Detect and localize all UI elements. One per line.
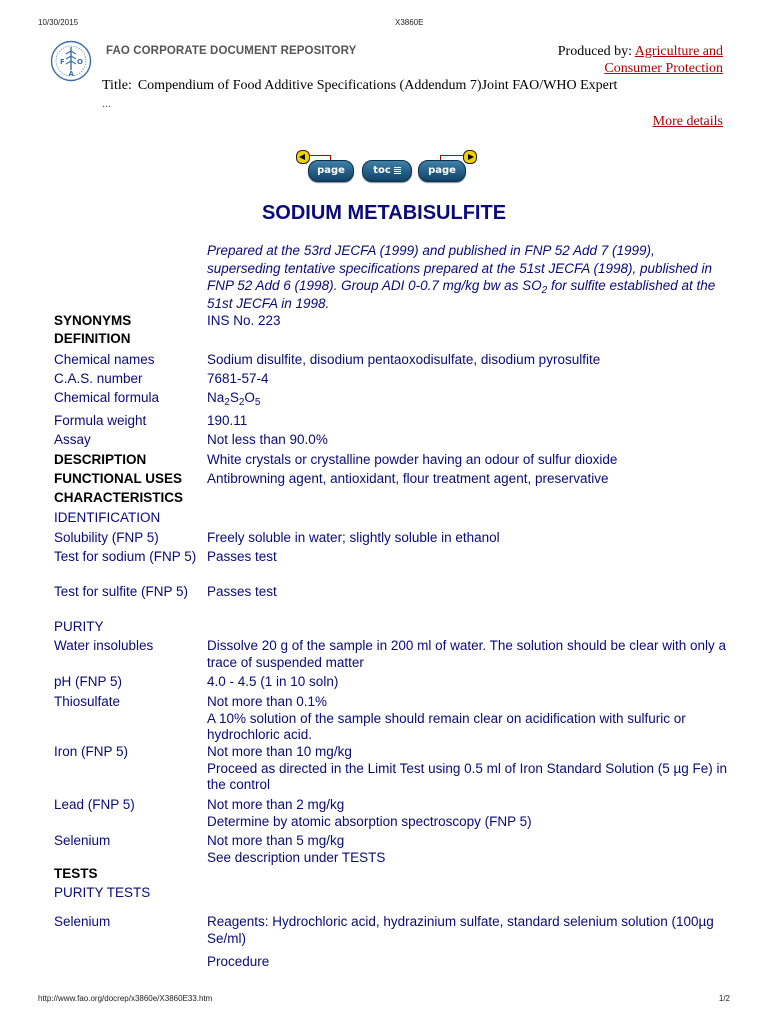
formula-o: O — [244, 390, 255, 405]
row-chemical-names — [54, 352, 734, 371]
repository-title: FAO CORPORATE DOCUMENT REPOSITORY — [106, 45, 357, 57]
formula-s: S — [229, 390, 239, 405]
lead-label: Lead (FNP 5) — [54, 797, 135, 812]
iron-value — [207, 744, 734, 797]
list-icon — [394, 167, 401, 174]
ph-label: pH (FNP 5) — [54, 674, 123, 689]
print-doc-id: X3860E — [395, 18, 424, 27]
intro-text — [207, 242, 722, 312]
formula-label: Chemical formula — [54, 390, 160, 405]
fao-logo[interactable] — [50, 40, 92, 82]
row-definition — [54, 331, 734, 352]
more-details-link[interactable]: More details — [652, 114, 723, 129]
row-cas-number — [54, 371, 734, 390]
prev-leader-line — [308, 155, 330, 156]
print-date: 10/30/2015 — [38, 18, 79, 27]
chemical-names-label: Chemical names — [54, 352, 155, 367]
next-page-button[interactable] — [418, 160, 466, 182]
synonyms-value: INS No. 223 — [207, 313, 281, 328]
document-title-line — [102, 78, 617, 94]
toc-label: toc — [373, 165, 391, 176]
row-thiosulfate — [54, 694, 734, 744]
assay-label: Assay — [54, 432, 91, 447]
description-label: DESCRIPTION — [54, 452, 147, 467]
test-sodium-label: Test for sodium (FNP 5) — [54, 549, 197, 564]
description-value: White crystals or crystalline powder having an odour of sulfur dioxide — [207, 452, 618, 467]
next-page-label: page — [428, 165, 456, 176]
synonyms-label: SYNONYMS — [54, 313, 132, 328]
print-url: http://www.fao.org/docrep/x3860e/X3860E33.htm — [38, 994, 213, 1003]
selenium-limit: Not more than 5 mg/kg — [207, 833, 345, 848]
row-formula-weight — [54, 413, 734, 432]
selenium-label: Selenium — [54, 833, 111, 848]
formula-weight-label: Formula weight — [54, 413, 147, 428]
cas-label: C.A.S. number — [54, 371, 143, 386]
selenium-reference: See description under TESTS — [207, 849, 386, 865]
thiosulfate-limit: Not more than 0.1% — [207, 694, 328, 709]
row-characteristics — [54, 490, 734, 510]
produced-by-link-line2[interactable]: Consumer Protection — [604, 61, 723, 76]
lead-limit: Not more than 2 mg/kg — [207, 797, 345, 812]
prev-page-button[interactable] — [308, 160, 354, 182]
row-selenium-test — [54, 914, 734, 954]
tests-label: TESTS — [54, 866, 98, 881]
next-leader-line — [440, 155, 464, 156]
formula-value — [207, 390, 734, 413]
logo-letter-a: A — [68, 70, 74, 78]
title-label: Title: — [102, 78, 132, 93]
formula-s-sub: 2 — [238, 397, 245, 408]
logo-letter-f: F — [60, 58, 65, 66]
thiosulfate-method: A 10% solution of the sample should remain clear on acidification with sulfuric or hydrochloric acid. — [207, 710, 686, 742]
procedure-label: Procedure — [207, 954, 270, 969]
purity-tests-label: PURITY TESTS — [54, 885, 151, 900]
row-functional-uses — [54, 471, 734, 490]
row-purity-tests — [54, 885, 734, 914]
selenium-test-label: Selenium — [54, 914, 111, 929]
lead-method: Determine by atomic absorption spectroscopy (FNP 5) — [207, 813, 532, 829]
ph-value: 4.0 - 4.5 (1 in 10 soln) — [207, 674, 339, 689]
solubility-value: Freely soluble in water; slightly soluble in ethanol — [207, 530, 500, 545]
selenium-test-reagents: Reagents: Hydrochloric acid, hydrazinium sulfate, standard selenium solution (100µg Se/ml) — [207, 914, 714, 946]
row-iron — [54, 744, 734, 797]
spec-table — [54, 313, 734, 973]
chemical-names-value: Sodium disulfite, disodium pentaoxodisulfate, disodium pyrosulfite — [207, 352, 601, 367]
row-synonyms — [54, 313, 734, 331]
row-lead — [54, 797, 734, 833]
row-water-insolubles — [54, 638, 734, 674]
formula-o-sub: 5 — [254, 397, 261, 408]
test-sodium-value: Passes test — [207, 549, 277, 564]
row-identification — [54, 510, 734, 530]
row-chemical-formula — [54, 390, 734, 413]
thiosulfate-value — [207, 694, 734, 744]
water-insolubles-label: Water insolubles — [54, 638, 154, 653]
row-selenium — [54, 833, 734, 866]
test-sulfite-value: Passes test — [207, 584, 277, 599]
purity-label: PURITY — [54, 619, 104, 634]
title-ellipsis: ... — [102, 96, 111, 110]
formula-weight-value: 190.11 — [207, 413, 248, 428]
print-header — [38, 18, 730, 30]
functional-uses-label: FUNCTIONAL USES — [54, 471, 183, 486]
logo-letter-o: O — [77, 58, 83, 66]
selenium-value — [207, 833, 734, 866]
page-title: SODIUM METABISULFITE — [261, 202, 507, 224]
identification-label: IDENTIFICATION — [54, 510, 161, 525]
arrow-right-icon[interactable] — [463, 150, 477, 164]
characteristics-label: CHARACTERISTICS — [54, 490, 184, 505]
test-sulfite-label: Test for sulfite (FNP 5) — [54, 584, 189, 599]
row-test-sodium — [54, 549, 734, 584]
page-navigation — [296, 150, 486, 186]
lead-value — [207, 797, 734, 833]
produced-by-link-line1[interactable]: Agriculture and — [634, 44, 723, 59]
intro-part2: for sulfite established at the 51st JECFA in 1998. — [207, 278, 716, 311]
row-ph — [54, 674, 734, 694]
assay-value: Not less than 90.0% — [207, 432, 328, 447]
title-text: Compendium of Food Additive Specifications (Addendum 7)Joint FAO/WHO Expert — [137, 78, 618, 93]
row-assay — [54, 432, 734, 452]
formula-na: Na — [207, 390, 225, 405]
row-solubility — [54, 530, 734, 549]
functional-uses-value: Antibrowning agent, antioxidant, flour treatment agent, preservative — [207, 471, 609, 486]
print-footer — [38, 994, 730, 1006]
intro-subscript: 2 — [541, 285, 548, 296]
produced-by — [463, 43, 723, 77]
cas-value: 7681-57-4 — [207, 371, 269, 386]
definition-label: DEFINITION — [54, 331, 131, 346]
row-description — [54, 452, 734, 471]
water-insolubles-value: Dissolve 20 g of the sample in 200 ml of water. The solution should be clear with only a trace of suspended matter — [207, 638, 727, 670]
row-test-sulfite — [54, 584, 734, 619]
thiosulfate-label: Thiosulfate — [54, 694, 121, 709]
iron-label: Iron (FNP 5) — [54, 744, 129, 759]
intro-part1: Prepared at the 53rd JECFA (1999) and published in FNP 52 Add 7 (1999), superseding tentative specifications prepared at the 51st JECFA (1998), published in FNP 52 Add 6 (1998). Group ADI 0-0.7 mg/kg bw as SO — [207, 243, 713, 293]
row-tests — [54, 866, 734, 885]
prev-page-label: page — [317, 165, 345, 176]
toc-button[interactable] — [362, 160, 412, 182]
arrow-left-icon[interactable] — [296, 150, 310, 164]
produced-by-label: Produced by: — [557, 44, 633, 59]
iron-method: Proceed as directed in the Limit Test using 0.5 ml of Iron Standard Solution (5 µg Fe) in the control — [207, 760, 728, 792]
solubility-label: Solubility (FNP 5) — [54, 530, 159, 545]
row-purity — [54, 619, 734, 638]
row-procedure — [54, 954, 734, 973]
print-page-number: 1/2 — [718, 994, 730, 1003]
iron-limit: Not more than 10 mg/kg — [207, 744, 352, 759]
formula-na-sub: 2 — [224, 397, 230, 408]
